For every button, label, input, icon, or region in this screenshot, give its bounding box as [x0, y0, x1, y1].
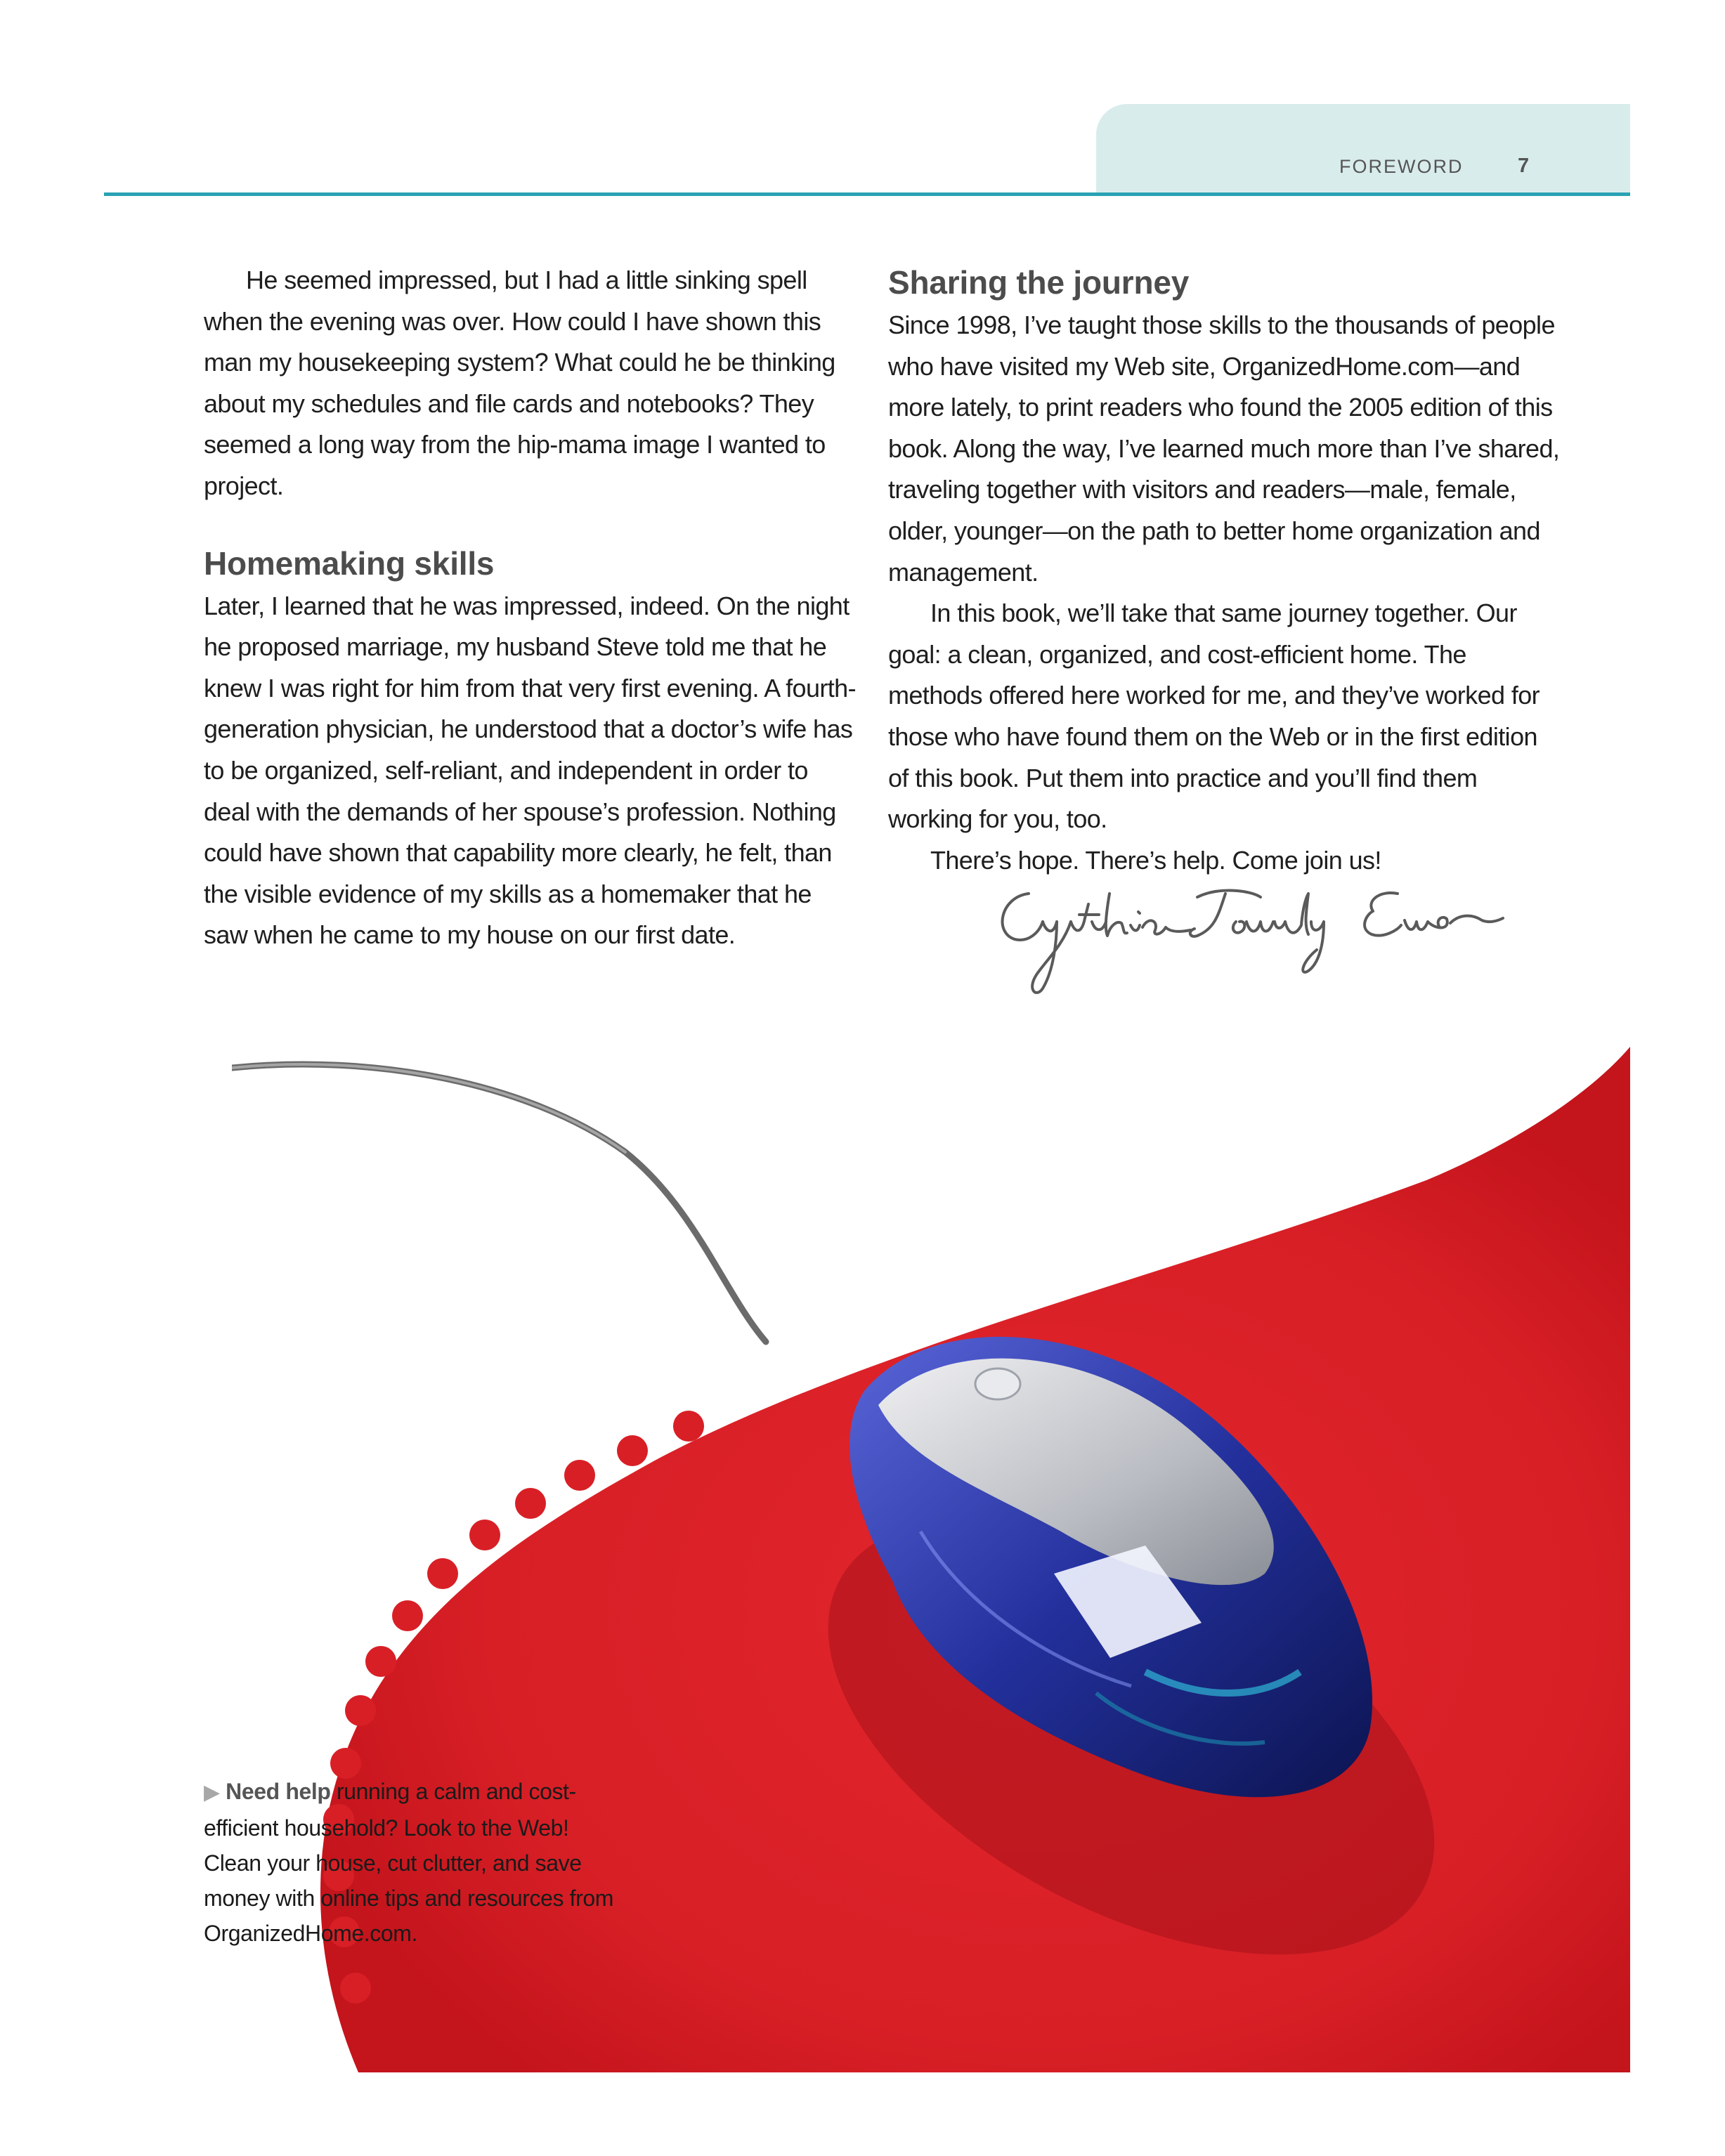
left-column	[204, 260, 857, 956]
right-column	[888, 260, 1563, 881]
page-number: 7	[1518, 155, 1530, 177]
caption-text: running a calm and cost-efficient household? Look to the Web! Clean your house, cut clutter, and save money with online tips and resources from OrganizedHome.com.	[204, 1779, 613, 1946]
body-paragraph: Since 1998, I’ve taught those skills to the thousands of people who have visited my Web site, OrganizedHome.com—and more lately, to print readers who found the 2005 edition of this book. Along the way, I’ve learned much more than I’ve shared, traveling together with visitors and readers—male, female, older, younger—on the path to better home organization and management.	[888, 311, 1560, 587]
body-paragraph: In this book, we’ll take that same journey together. Our goal: a clean, organized, and cost-efficient home. The methods offered here worked for me, and they’ve worked for those who have found them on the Web or in the first edition of this book. Put them into practice and you’ll find them working for you, too.	[888, 599, 1540, 834]
author-signature	[987, 865, 1506, 1006]
header-rule	[104, 192, 1630, 196]
section-heading-homemaking: Homemaking skills	[204, 544, 495, 582]
photo-caption	[204, 1774, 625, 1951]
body-paragraph: He seemed impressed, but I had a little sinking spell when the evening was over. How could I have shown this man my housekeeping system? What could he be thinking about my schedules and file cards and notebooks? They seemed a long way from the hip-mama image I wanted to project.	[204, 266, 835, 500]
triangle-bullet-icon: ▶	[204, 1781, 220, 1804]
running-head-tab	[1096, 104, 1630, 194]
running-head: FOREWORD	[1339, 156, 1464, 177]
body-paragraph: Later, I learned that he was impressed, indeed. On the night he proposed marriage, my husband Steve told me that he knew I was right for him from that very first evening. A fourth-generation physician, he understood that a doctor’s wife has to be organized, self-reliant, and independent in order to deal with the demands of her spouse’s profession. Nothing could have shown that capability more clearly, he felt, than the visible evidence of my skills as a homemaker that he saw when he came to my house on our first date.	[204, 591, 856, 950]
section-heading-sharing: Sharing the journey	[888, 264, 1190, 301]
caption-lead: Need help	[226, 1779, 331, 1804]
body-paragraph: There’s hope. There’s help. Come join us!	[930, 845, 1381, 875]
